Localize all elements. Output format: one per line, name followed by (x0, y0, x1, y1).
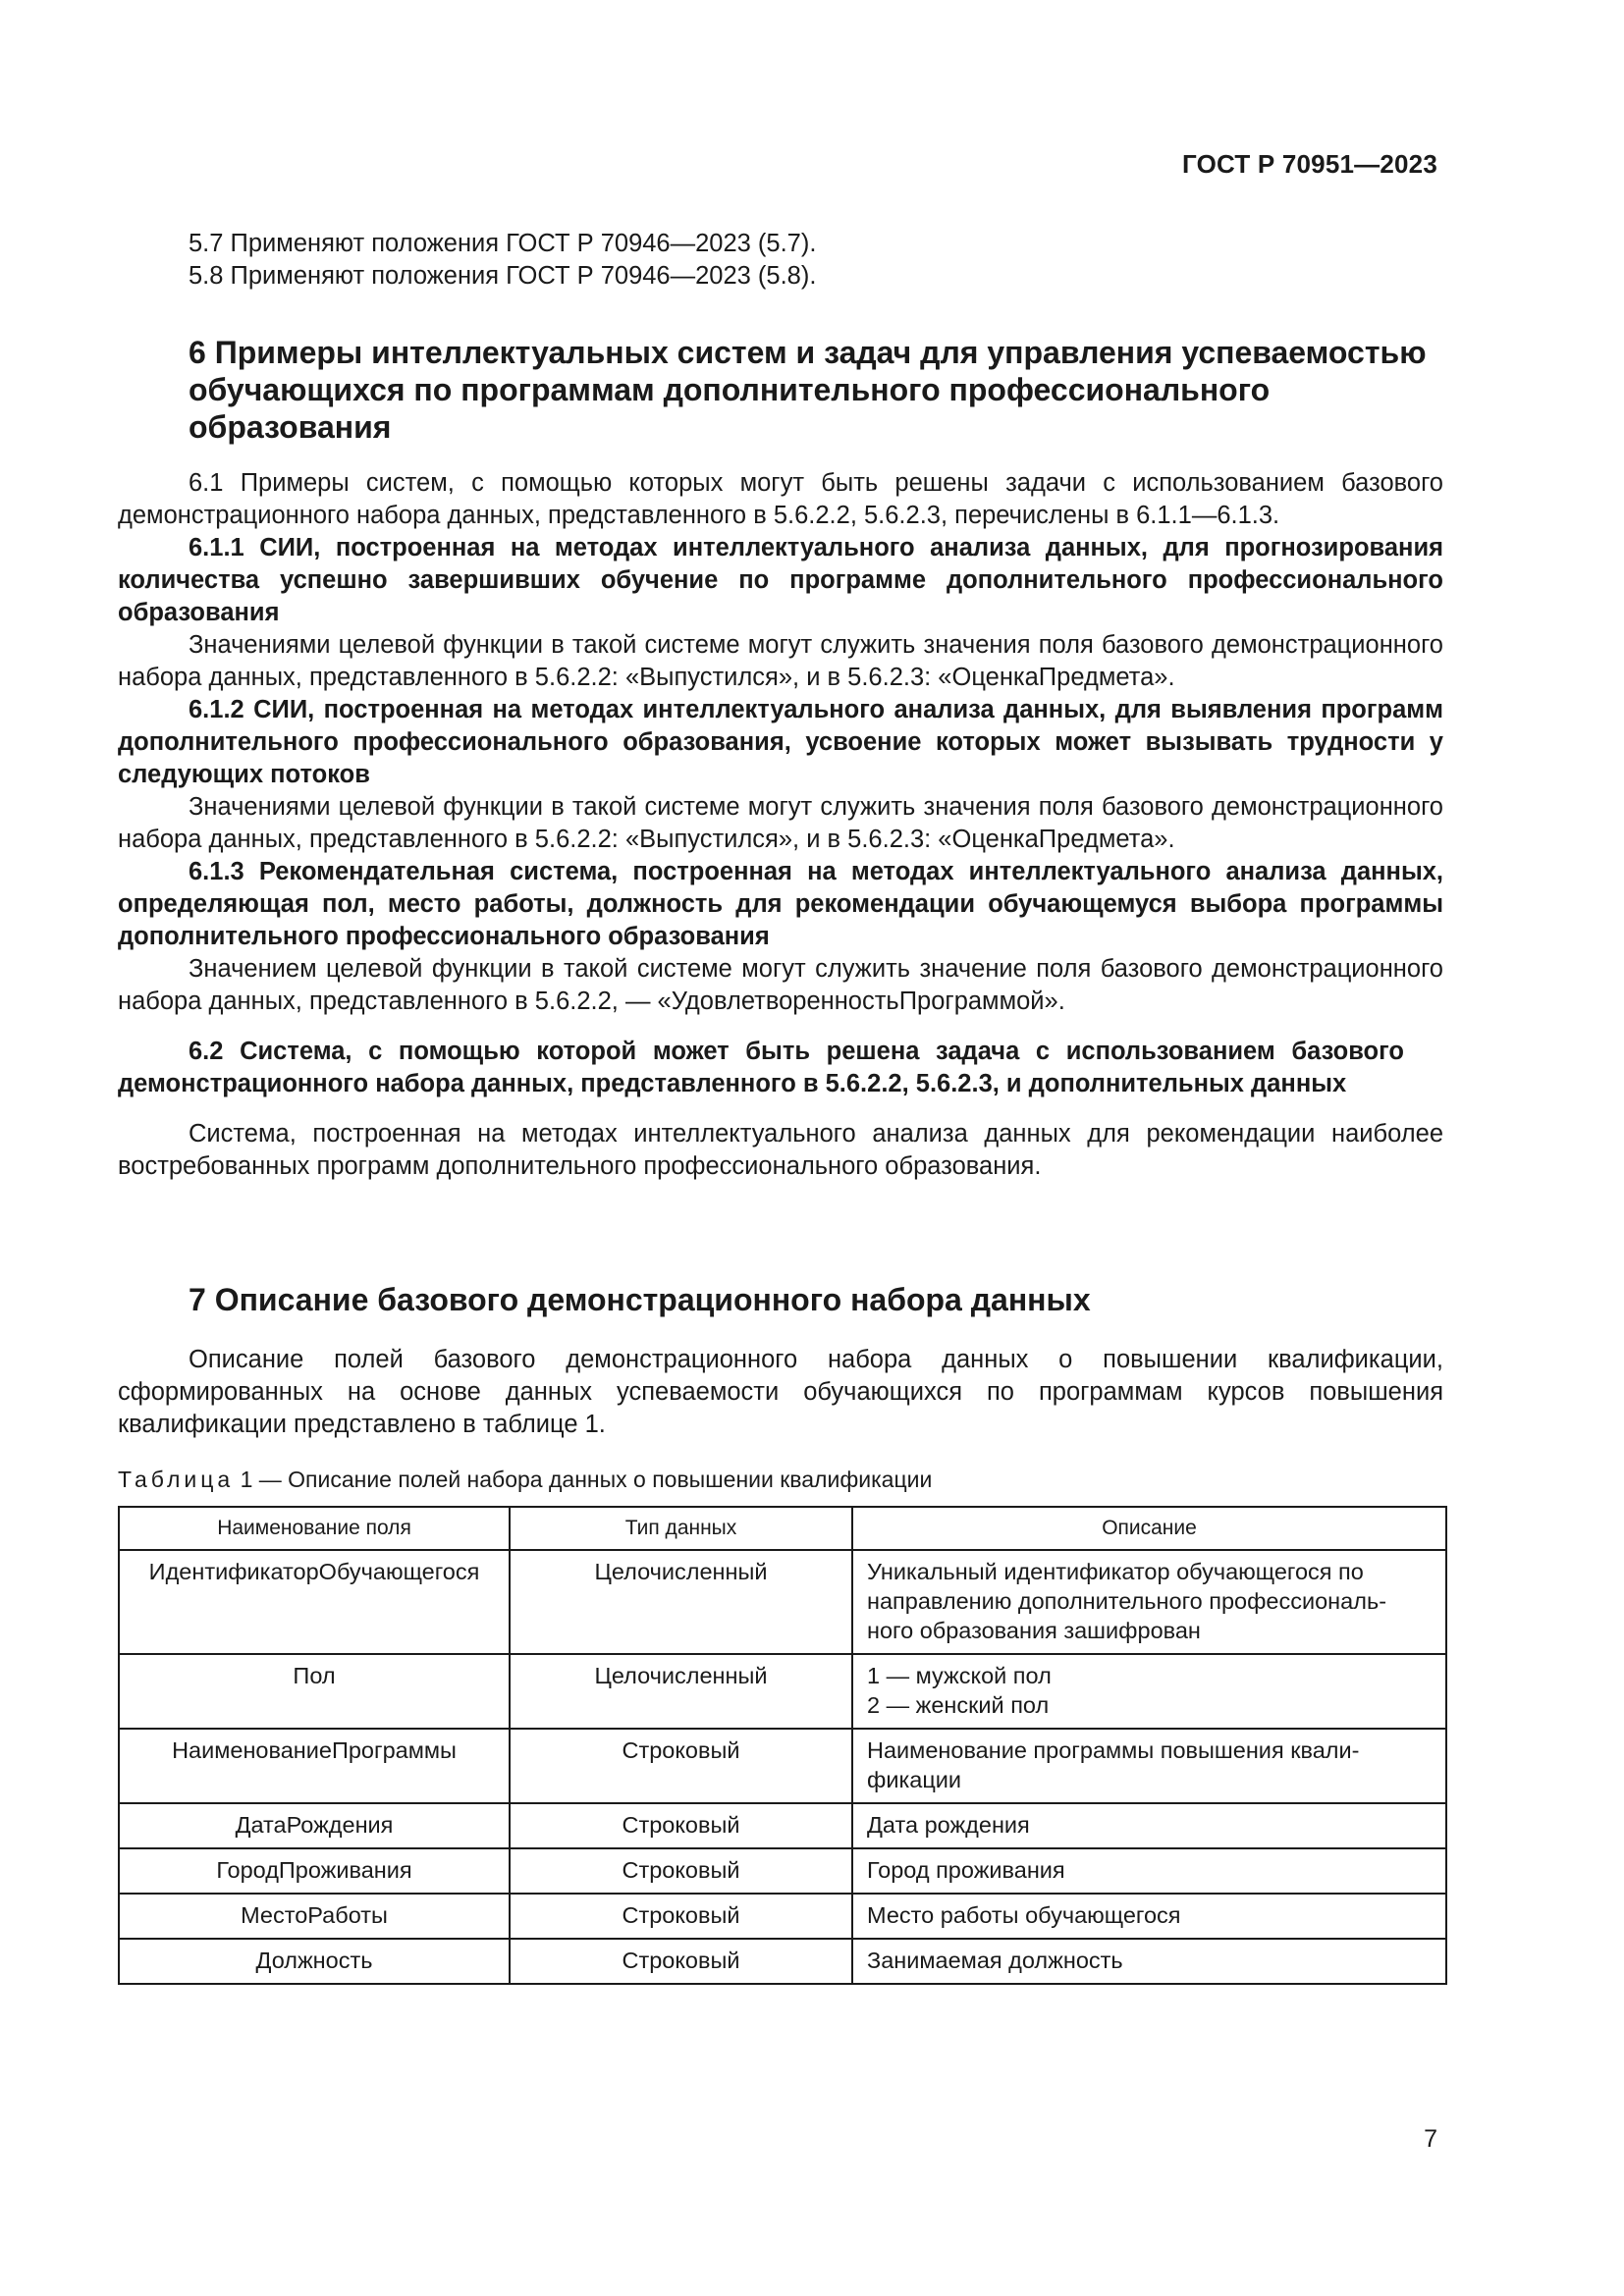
table-caption-text: 1 — Описание полей набора данных о повышении квалификации (240, 1467, 933, 1492)
table-row (119, 1729, 1446, 1803)
header-description: Описание (852, 1507, 1446, 1550)
field-name-cell: НаименованиеПрограммы (119, 1729, 510, 1803)
description-line: Город проживания (867, 1857, 1065, 1883)
data-type-cell: Строковый (510, 1894, 852, 1939)
paragraph-6-1-3: Значением целевой функции в такой системе могут служить значение поля базового демонстрационного набора данных, представленного в 5.6.2.2, — «УдовлетворенностьПрограммой». (118, 955, 1443, 1015)
table-1-block (118, 1465, 1443, 1985)
document-code: ГОСТ Р 70951—2023 (1182, 149, 1437, 179)
header-data-type: Тип данных (510, 1507, 852, 1550)
description-line: 2 — женский пол (867, 1692, 1050, 1718)
field-name-cell: МестоРаботы (119, 1894, 510, 1939)
data-type-cell: Целочисленный (510, 1550, 852, 1654)
table-row (119, 1550, 1446, 1654)
field-name-cell: ДатаРождения (119, 1803, 510, 1848)
description-line: направлению дополнительного профессиональ- (867, 1588, 1387, 1614)
data-type-cell: Целочисленный (510, 1654, 852, 1729)
description-cell (852, 1729, 1446, 1803)
description-cell (852, 1654, 1446, 1729)
section-6-title: 6 Примеры интеллектуальных систем и задач для управления успеваемостью обучающихся по программам дополнительного профессионального образования (189, 335, 1427, 445)
description-line: Наименование программы повышения квали- (867, 1737, 1360, 1763)
description-line: Занимаемая должность (867, 1948, 1123, 1973)
data-type-cell: Строковый (510, 1729, 852, 1803)
description-line: Уникальный идентификатор обучающегося по (867, 1559, 1364, 1584)
table-header-row (119, 1507, 1446, 1550)
paragraph-6-2: Система, построенная на методах интеллектуального анализа данных для рекомендации наиболее востребованных программ дополнительного профессионального образования. (118, 1120, 1443, 1180)
intro-block (118, 228, 1443, 293)
table-row (119, 1803, 1446, 1848)
description-line: Дата рождения (867, 1812, 1030, 1838)
field-name-cell: Пол (119, 1654, 510, 1729)
description-line: 1 — мужской пол (867, 1663, 1052, 1688)
description-cell (852, 1803, 1446, 1848)
section-6 (118, 334, 1443, 1183)
table-row (119, 1848, 1446, 1894)
data-type-cell: Строковый (510, 1939, 852, 1984)
page-number: 7 (1424, 2125, 1437, 2153)
heading-6-1-3: 6.1.3 Рекомендательная система, построенная на методах интеллектуального анализа данных, определяющая пол, место работы, должность для рекомендации обучающемуся выбора программы дополнительного профессионального образования (118, 858, 1443, 950)
paragraph-7: Описание полей базового демонстрационного набора данных о повышении квалификации, сформированных на основе данных успеваемости обучающихся по программам курсов повышения квалификации представлено в таблице 1. (118, 1346, 1443, 1438)
field-name-cell: Должность (119, 1939, 510, 1984)
heading-6-1-1: 6.1.1 СИИ, построенная на методах интеллектуального анализа данных, для прогнозирования количества успешно завершивших обучение по программе дополнительного профессионального образования (118, 534, 1443, 626)
intro-line-5-7: 5.7 Применяют положения ГОСТ Р 70946—2023 (5.7). (189, 230, 817, 257)
paragraph-6-1: 6.1 Примеры систем, с помощью которых могут быть решены задачи с использованием базового демонстрационного набора данных, представленного в 5.6.2.2, 5.6.2.3, перечислены в 6.1.1—6.1.3. (118, 469, 1443, 529)
description-cell (852, 1550, 1446, 1654)
description-line: фикации (867, 1767, 962, 1792)
table-caption (118, 1465, 1443, 1494)
description-line: Место работы обучающегося (867, 1902, 1181, 1928)
section-7-title: 7 Описание базового демонстрационного набора данных (189, 1282, 1091, 1317)
description-cell (852, 1894, 1446, 1939)
heading-6-1-2: 6.1.2 СИИ, построенная на методах интеллектуального анализа данных, для выявления программ дополнительного профессионального образования, усвоение которых может вызывать трудности у следующих потоков (118, 696, 1443, 788)
paragraph-6-1-2: Значениями целевой функции в такой системе могут служить значения поля базового демонстрационного набора данных, представленного в 5.6.2.2: «Выпустился», и в 5.6.2.3: «ОценкаПредмета». (118, 793, 1443, 853)
field-name-cell: ИдентификаторОбучающегося (119, 1550, 510, 1654)
table-row (119, 1894, 1446, 1939)
table-row (119, 1654, 1446, 1729)
data-type-cell: Строковый (510, 1803, 852, 1848)
data-fields-table (118, 1506, 1447, 1985)
field-name-cell: ГородПроживания (119, 1848, 510, 1894)
data-type-cell: Строковый (510, 1848, 852, 1894)
header-field-name: Наименование поля (119, 1507, 510, 1550)
table-row (119, 1939, 1446, 1984)
heading-6-2: 6.2 Система, с помощью которой может быть решена задача с использованием базового демонстрационного набора данных, представленного в 5.6.2.2, 5.6.2.3, и дополнительных данных (118, 1038, 1404, 1097)
table-caption-label: Таблица (118, 1467, 235, 1492)
paragraph-6-1-1: Значениями целевой функции в такой системе могут служить значения поля базового демонстрационного набора данных, представленного в 5.6.2.2: «Выпустился», и в 5.6.2.3: «ОценкаПредмета». (118, 631, 1443, 691)
description-line: ного образования зашифрован (867, 1618, 1201, 1643)
section-7 (118, 1281, 1443, 1441)
intro-line-5-8: 5.8 Применяют положения ГОСТ Р 70946—2023 (5.8). (189, 262, 817, 290)
description-cell (852, 1939, 1446, 1984)
description-cell (852, 1848, 1446, 1894)
